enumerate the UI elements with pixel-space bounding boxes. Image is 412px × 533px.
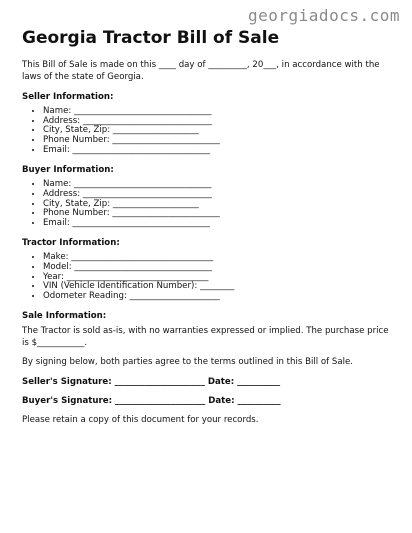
seller-signature-line: Seller's Signature: _____________________ Date: __________: [22, 377, 281, 387]
buyer-phone-field: • Phone Number: _________________________: [43, 209, 392, 219]
tractor-odometer-field: • Odometer Reading: _____________________: [43, 292, 392, 302]
footer-note: Please retain a copy of this document for your records.: [22, 415, 259, 426]
buyer-address-field: • Address: ______________________________: [43, 190, 392, 200]
watermark-logo: georgiadocs.com: [248, 6, 400, 25]
sale-section-heading: Sale Information:: [22, 311, 107, 322]
seller-section-heading: Seller Information:: [22, 91, 114, 102]
document-page: [22, 28, 392, 435]
buyer-signature-line: Buyer's Signature: _____________________ Date: __________: [22, 396, 281, 407]
seller-address-field: • Address: ______________________________: [43, 117, 392, 127]
agreement-paragraph: By signing below, both parties agree to the terms outlined in this Bill of Sale.: [22, 357, 354, 368]
seller-phone-field: • Phone Number: _________________________: [43, 136, 392, 146]
buyer-email-field: • Email: ________________________________: [43, 219, 392, 229]
seller-email-field: • Email: ________________________________: [43, 146, 392, 156]
intro-paragraph: This Bill of Sale is made on this ____ day of _________, 20___, in accordance with the laws of the state of Georgia.: [22, 60, 380, 82]
seller-city-state-zip-field: • City, State, Zip: ____________________: [43, 126, 392, 136]
document-title: Georgia Tractor Bill of Sale: [22, 28, 280, 48]
tractor-field-list: [22, 253, 392, 302]
seller-name-field: • Name: ________________________________: [43, 107, 392, 117]
sale-terms-paragraph: The Tractor is sold as-is, with no warranties expressed or implied. The purchase price is $___________.: [22, 326, 389, 348]
tractor-model-field: • Model: ________________________________: [43, 263, 392, 273]
tractor-vin-field: • VIN (Vehicle Identification Number): ________: [43, 282, 392, 292]
buyer-section-heading: Buyer Information:: [22, 164, 114, 175]
tractor-make-field: • Make: _________________________________: [43, 253, 392, 263]
tractor-section-heading: Tractor Information:: [22, 237, 120, 248]
buyer-name-field: • Name: ________________________________: [43, 180, 392, 190]
tractor-year-field: • Year: _________________________________: [43, 273, 392, 283]
buyer-city-state-zip-field: • City, State, Zip: ____________________: [43, 200, 392, 210]
buyer-field-list: [22, 180, 392, 229]
seller-field-list: [22, 107, 392, 156]
